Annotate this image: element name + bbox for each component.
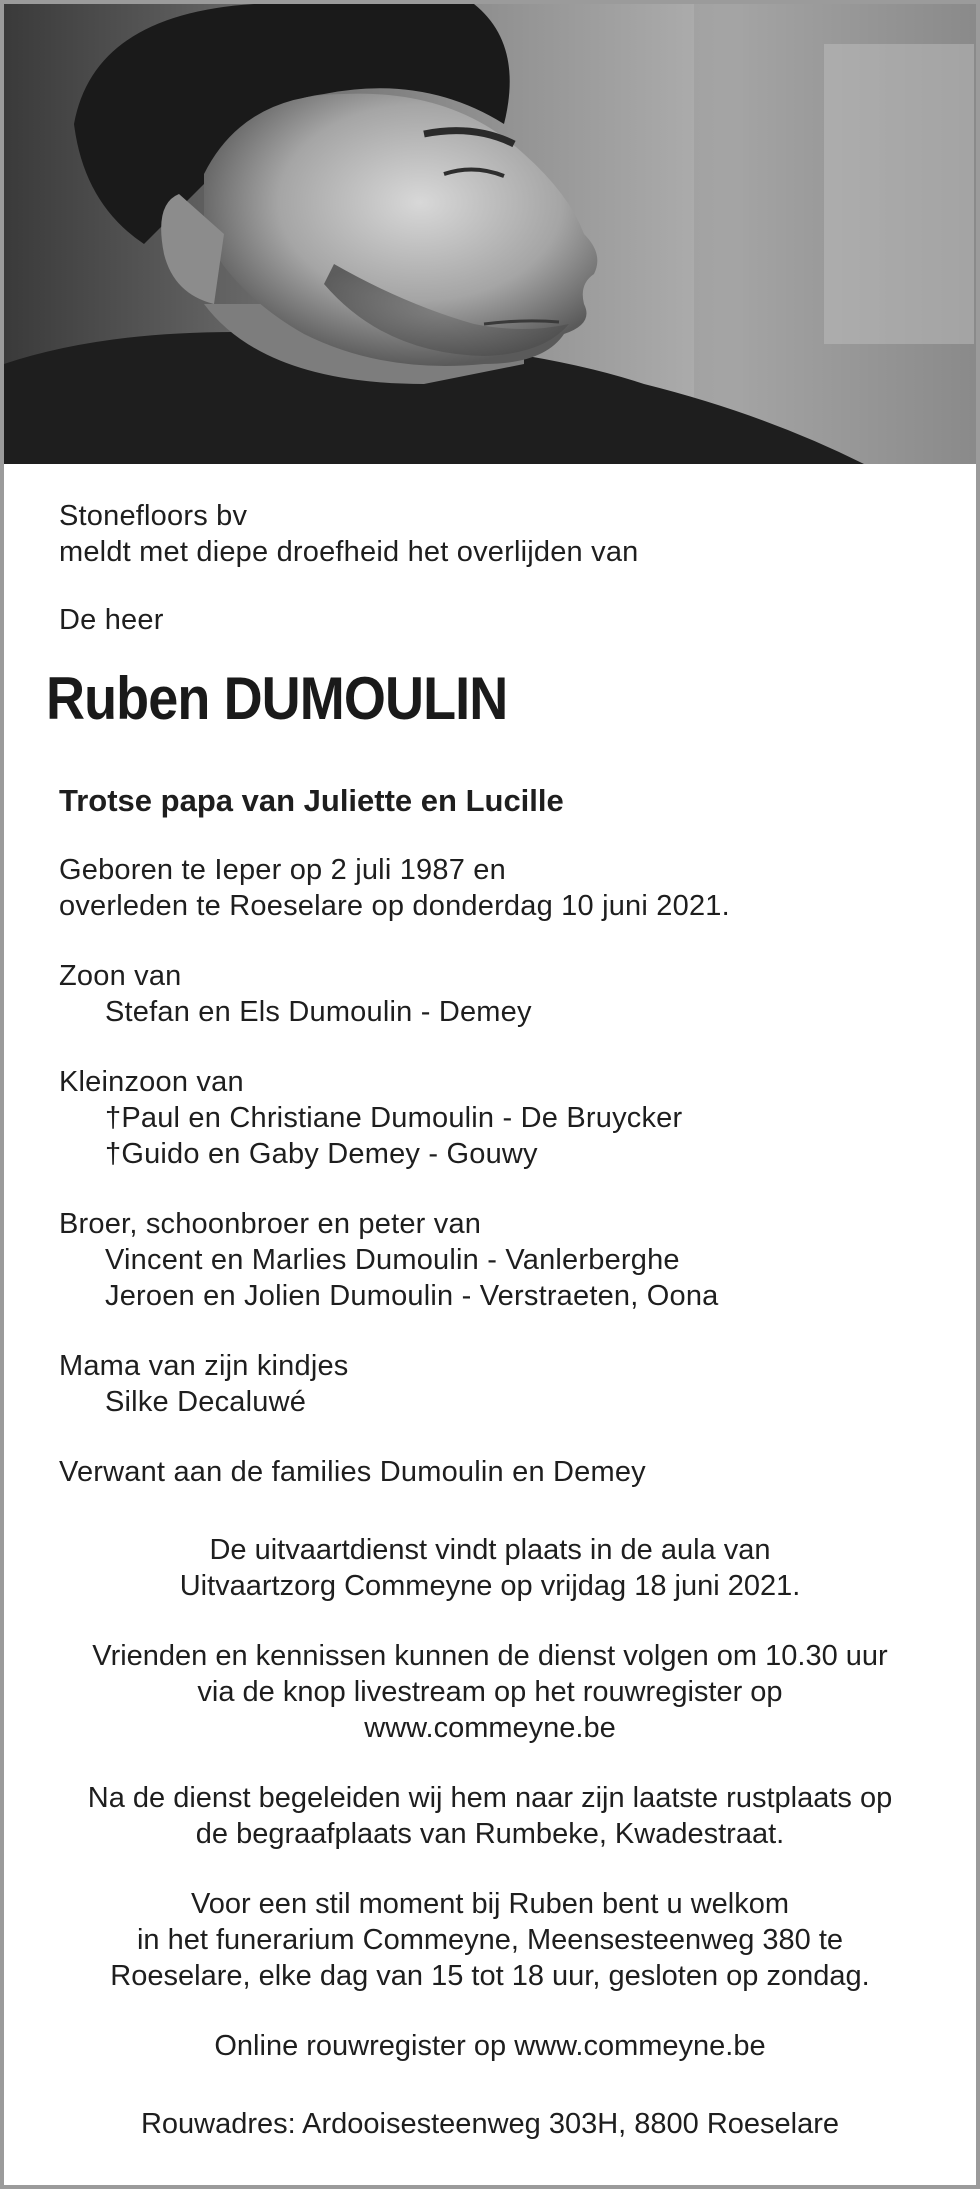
brother-of-item: Vincent en Marlies Dumoulin - Vanlerberghe [105, 1244, 680, 1276]
burial-line: Na de dienst begeleiden wij hem naar zijn laatste rustplaats op [87, 1782, 893, 1814]
grandson-of-item: †Paul en Christiane Dumoulin - De Bruycker [105, 1102, 683, 1134]
livestream-line: via de knop livestream op het rouwregister op [197, 1676, 783, 1708]
visit-line: in het funerarium Commeyne, Meensesteenweg 380 te [136, 1924, 844, 1956]
grandson-of-item: †Guido en Gaby Demey - Gouwy [105, 1138, 538, 1170]
livestream-line: Vrienden en kennissen kunnen de dienst volgen om 10.30 uur [92, 1640, 888, 1672]
service-line: De uitvaartdienst vindt plaats in de aula van [209, 1534, 771, 1566]
mama-label: Mama van zijn kindjes [59, 1350, 349, 1382]
subtitle: Trotse papa van Juliette en Lucille [59, 783, 564, 818]
burial-line: de begraafplaats van Rumbeke, Kwadestraat. [195, 1818, 785, 1850]
mourning-address: Rouwadres: Ardooisesteenweg 303H, 8800 Roeselare [140, 2108, 840, 2140]
visit-line: Roeselare, elke dag van 15 tot 18 uur, gesloten op zondag. [110, 1960, 870, 1992]
company-name: Stonefloors bv [59, 500, 248, 532]
brother-of-item: Jeroen en Jolien Dumoulin - Verstraeten, Oona [105, 1280, 719, 1312]
service-line: Uitvaartzorg Commeyne op vrijdag 18 juni 2021. [179, 1570, 801, 1602]
son-of-label: Zoon van [59, 960, 182, 992]
online-register: Online rouwregister op www.commeyne.be [214, 2030, 766, 2062]
born-text: Geboren te Ieper op 2 juli 1987 en [59, 854, 506, 886]
salutation: De heer [59, 604, 164, 636]
livestream-url: www.commeyne.be [364, 1712, 616, 1744]
intro-text: meldt met diepe droefheid het overlijden van [59, 536, 639, 568]
portrait-photo-icon [4, 4, 976, 464]
son-of-item: Stefan en Els Dumoulin - Demey [105, 996, 532, 1028]
visit-line: Voor een stil moment bij Ruben bent u welkom [190, 1888, 790, 1920]
grandson-of-label: Kleinzoon van [59, 1066, 244, 1098]
related-text: Verwant aan de families Dumoulin en Demey [59, 1456, 646, 1488]
brother-label: Broer, schoonbroer en peter van [59, 1208, 482, 1240]
mama-item: Silke Decaluwé [105, 1386, 307, 1418]
deceased-name: Ruben DUMOULIN [46, 665, 508, 732]
died-text: overleden te Roeselare op donderdag 10 juni 2021. [59, 890, 730, 922]
